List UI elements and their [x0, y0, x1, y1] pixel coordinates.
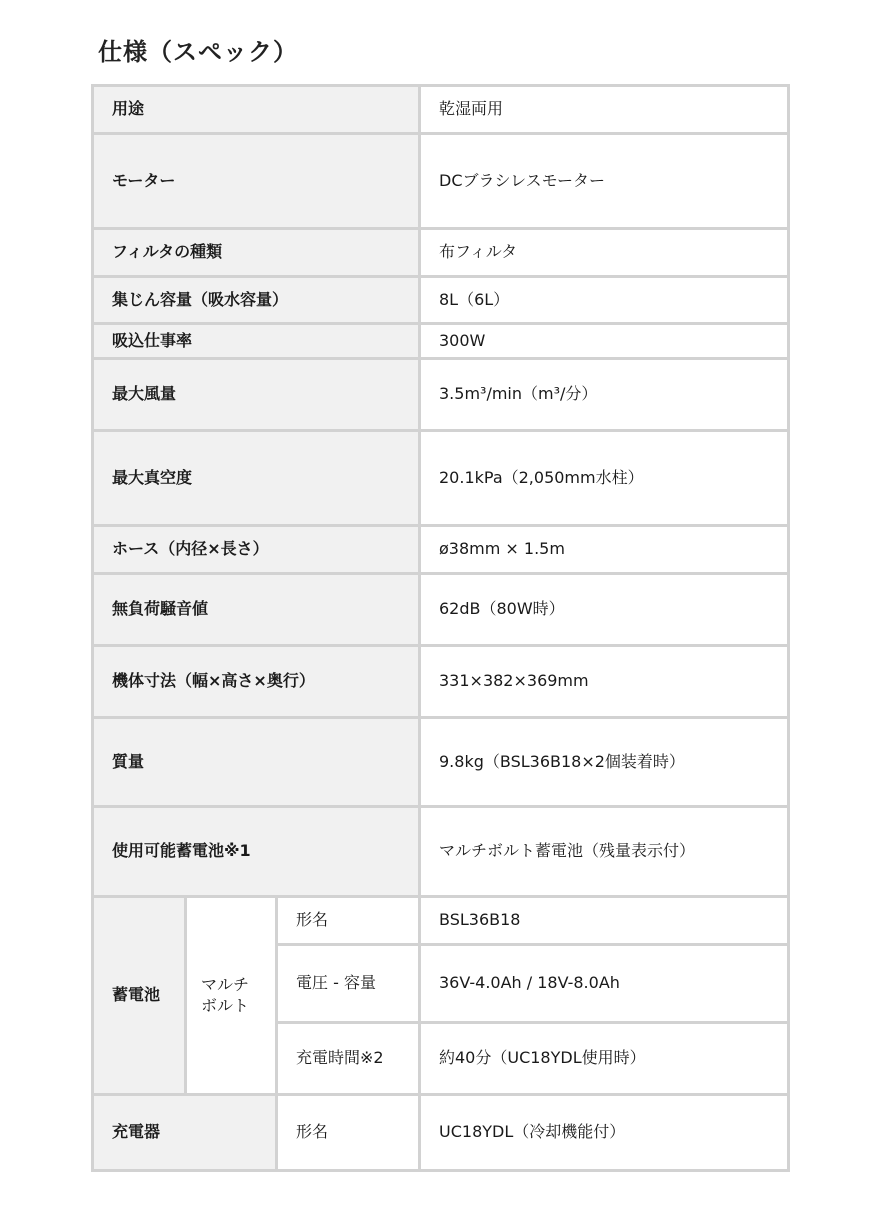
- charger-model-value: UC18YDL（冷却機能付）: [420, 1095, 789, 1171]
- table-row: [93, 324, 789, 359]
- battery-label: 蓄電池: [93, 897, 186, 1095]
- row-value: 331×382×369mm: [420, 646, 789, 718]
- spec-table: [91, 84, 790, 1172]
- row-value: 300W: [420, 324, 789, 359]
- table-row: [93, 718, 789, 807]
- row-label: 機体寸法（幅×高さ×奥行）: [93, 646, 420, 718]
- row-label: 無負荷騒音値: [93, 574, 420, 646]
- page-title: 仕様（スペック）: [98, 38, 298, 66]
- table-row: [93, 574, 789, 646]
- charger-model-label: 形名: [277, 1095, 420, 1171]
- charger-label: 充電器: [93, 1095, 277, 1171]
- battery-charge-value: 約40分（UC18YDL使用時）: [420, 1023, 789, 1095]
- battery-charge-label: 充電時間※2: [277, 1023, 420, 1095]
- battery-model-label: 形名: [277, 897, 420, 945]
- battery-voltage-value: 36V-4.0Ah / 18V-8.0Ah: [420, 945, 789, 1023]
- table-row: [93, 431, 789, 526]
- row-value: 9.8kg（BSL36B18×2個装着時）: [420, 718, 789, 807]
- row-label: フィルタの種類: [93, 229, 420, 277]
- row-label: 用途: [93, 86, 420, 134]
- row-value: 乾湿両用: [420, 86, 789, 134]
- row-label: 最大風量: [93, 359, 420, 431]
- table-row: [93, 359, 789, 431]
- table-row: [93, 277, 789, 324]
- table-row: [93, 646, 789, 718]
- row-value: 62dB（80W時）: [420, 574, 789, 646]
- row-value: 布フィルタ: [420, 229, 789, 277]
- battery-voltage-label: 電圧 - 容量: [277, 945, 420, 1023]
- row-label: 質量: [93, 718, 420, 807]
- table-row: [93, 897, 789, 945]
- battery-type: [186, 897, 277, 1095]
- row-label: モーター: [93, 134, 420, 229]
- row-value: DCブラシレスモーター: [420, 134, 789, 229]
- row-value: 20.1kPa（2,050mm水柱）: [420, 431, 789, 526]
- row-label: 最大真空度: [93, 431, 420, 526]
- row-label: ホース（内径×長さ）: [93, 526, 420, 574]
- table-row: [93, 1095, 789, 1171]
- row-label: 使用可能蓄電池※1: [93, 807, 420, 897]
- table-row: [93, 134, 789, 229]
- table-row: [93, 807, 789, 897]
- row-value: 8L（6L）: [420, 277, 789, 324]
- table-row: [93, 86, 789, 134]
- table-row: [93, 526, 789, 574]
- row-value: ø38mm × 1.5m: [420, 526, 789, 574]
- battery-type-text: マルチボルト: [201, 974, 250, 1015]
- row-value: マルチボルト蓄電池（残量表示付）: [420, 807, 789, 897]
- row-value: 3.5m³/min（m³/分）: [420, 359, 789, 431]
- table-row: [93, 229, 789, 277]
- row-label: 吸込仕事率: [93, 324, 420, 359]
- battery-model-value: BSL36B18: [420, 897, 789, 945]
- row-label: 集じん容量（吸水容量）: [93, 277, 420, 324]
